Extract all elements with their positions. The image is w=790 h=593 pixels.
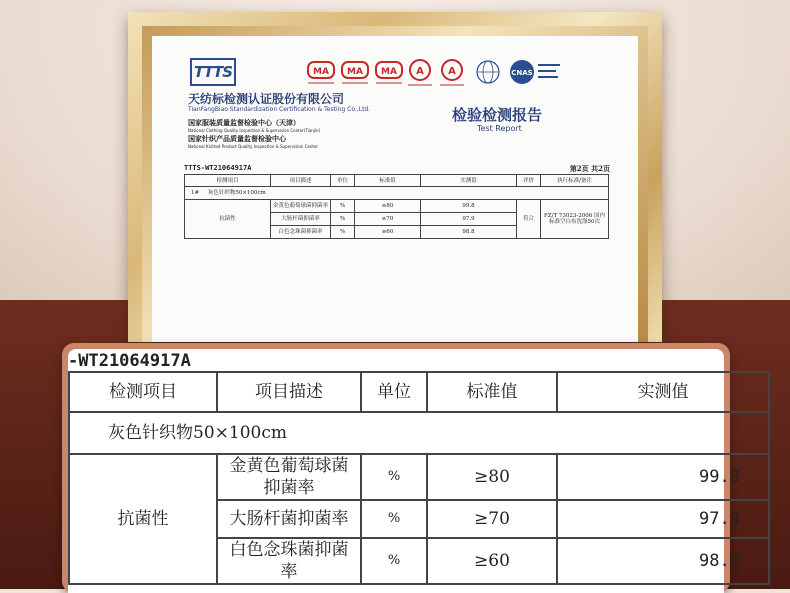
certification-marks bbox=[306, 58, 566, 98]
item-description: 大肠杆菌抑菌率 bbox=[217, 500, 361, 538]
sample-index: 1# bbox=[191, 190, 200, 196]
report-title-en: Test Report bbox=[477, 124, 522, 133]
table-header-row bbox=[69, 372, 769, 412]
item-description: 金黄色葡萄球菌抑菌率 bbox=[271, 200, 331, 213]
column-header: 执行标准/备注 bbox=[541, 175, 609, 187]
item-unit: % bbox=[331, 200, 355, 213]
item-description: 金黄色葡萄球菌抑菌率 bbox=[217, 454, 361, 500]
svg-text:MA: MA bbox=[347, 67, 363, 77]
item-measured: 98.8 bbox=[557, 538, 769, 584]
frame-bevel bbox=[142, 26, 648, 342]
inspection-center-1: 国家服装质量监督检验中心（天津） bbox=[188, 119, 300, 127]
item-unit: % bbox=[361, 538, 427, 584]
zoomed-detail-card bbox=[62, 343, 740, 593]
item-standard: ≥70 bbox=[427, 500, 557, 538]
item-measured: 99.8 bbox=[557, 454, 769, 500]
item-measured: 97.9 bbox=[557, 500, 769, 538]
item-unit: % bbox=[361, 500, 427, 538]
item-measured: 98.8 bbox=[421, 226, 517, 239]
column-header: 实测值 bbox=[421, 175, 517, 187]
sample-name: 灰色针织物50×100cm bbox=[69, 412, 769, 454]
sample-name: 灰色针织物50×100cm bbox=[207, 190, 266, 196]
inspection-center-1-en: National Clothing Quality Inspection & Supervision Center(Tianjin) bbox=[188, 128, 321, 133]
item-standard: ≥80 bbox=[427, 454, 557, 500]
item-measured: 99.8 bbox=[421, 200, 517, 213]
sample-row bbox=[185, 187, 609, 200]
standard-note: FZ/T 73023-2006 国内标准空白布洗涤50次 bbox=[541, 200, 609, 239]
results-table-zoomed bbox=[68, 371, 770, 585]
column-header: 评价 bbox=[517, 175, 541, 187]
zoomed-detail-content bbox=[68, 349, 740, 593]
column-header: 项目描述 bbox=[271, 175, 331, 187]
table-row bbox=[185, 200, 609, 213]
svg-text:CNAS: CNAS bbox=[511, 69, 533, 77]
item-unit: % bbox=[331, 213, 355, 226]
svg-text:MA: MA bbox=[381, 67, 397, 77]
svg-text:MA: MA bbox=[313, 67, 329, 77]
cal-mark-icon bbox=[442, 60, 462, 80]
column-header: 单位 bbox=[331, 175, 355, 187]
certificate-paper bbox=[152, 36, 638, 342]
zoom-report-id: -WT21064917A bbox=[68, 351, 191, 371]
item-description: 白色念珠菌抑菌率 bbox=[271, 226, 331, 239]
item-description: 大肠杆菌抑菌率 bbox=[271, 213, 331, 226]
ilac-mra-icon bbox=[477, 61, 499, 83]
item-unit: % bbox=[331, 226, 355, 239]
column-header: 实测值 bbox=[557, 372, 769, 412]
results-table-small bbox=[184, 174, 609, 239]
company-name-en: TianFangBiao Standardization Certification & Testing Co.,Ltd. bbox=[188, 106, 371, 113]
report-id: TTTS-WT21064917A bbox=[184, 164, 252, 172]
column-header: 检测项目 bbox=[185, 175, 271, 187]
inspection-center-2-en: National Knitted Product Quality Inspection & Supervision Center bbox=[188, 144, 319, 149]
column-header: 标准值 bbox=[355, 175, 421, 187]
evaluation: 符合 bbox=[517, 200, 541, 239]
report-title: 检验检测报告 bbox=[452, 106, 543, 124]
item-description: 白色念珠菌抑菌率 bbox=[217, 538, 361, 584]
column-header: 项目描述 bbox=[217, 372, 361, 412]
item-standard: ≥70 bbox=[355, 213, 421, 226]
item-standard: ≥80 bbox=[355, 200, 421, 213]
cal-mark-icon bbox=[410, 60, 430, 80]
item-unit: % bbox=[361, 454, 427, 500]
item-standard: ≥60 bbox=[427, 538, 557, 584]
page-info: 第2页 共2页 bbox=[569, 164, 610, 173]
inspection-center-2: 国家针织产品质量监督检验中心 bbox=[188, 135, 286, 143]
company-name: 天纺标检测认证股份有限公司 bbox=[188, 92, 345, 106]
sample-row bbox=[69, 412, 769, 454]
certificate-frame bbox=[128, 12, 662, 342]
svg-text:A: A bbox=[416, 66, 424, 77]
cma-mark-icon bbox=[308, 62, 334, 78]
ttts-logo: TTTS bbox=[190, 58, 236, 86]
column-header: 检测项目 bbox=[69, 372, 217, 412]
test-item: 抗菌性 bbox=[185, 200, 271, 239]
column-header: 标准值 bbox=[427, 372, 557, 412]
test-item: 抗菌性 bbox=[69, 454, 217, 584]
svg-text:A: A bbox=[448, 66, 456, 77]
column-header: 单位 bbox=[361, 372, 427, 412]
table-header-row bbox=[185, 175, 609, 187]
table-row bbox=[69, 454, 769, 500]
cma-mark-icon bbox=[376, 62, 402, 78]
item-measured: 97.9 bbox=[421, 213, 517, 226]
cnas-logo-icon bbox=[510, 60, 560, 84]
cma-mark-icon bbox=[342, 62, 368, 78]
item-standard: ≥60 bbox=[355, 226, 421, 239]
